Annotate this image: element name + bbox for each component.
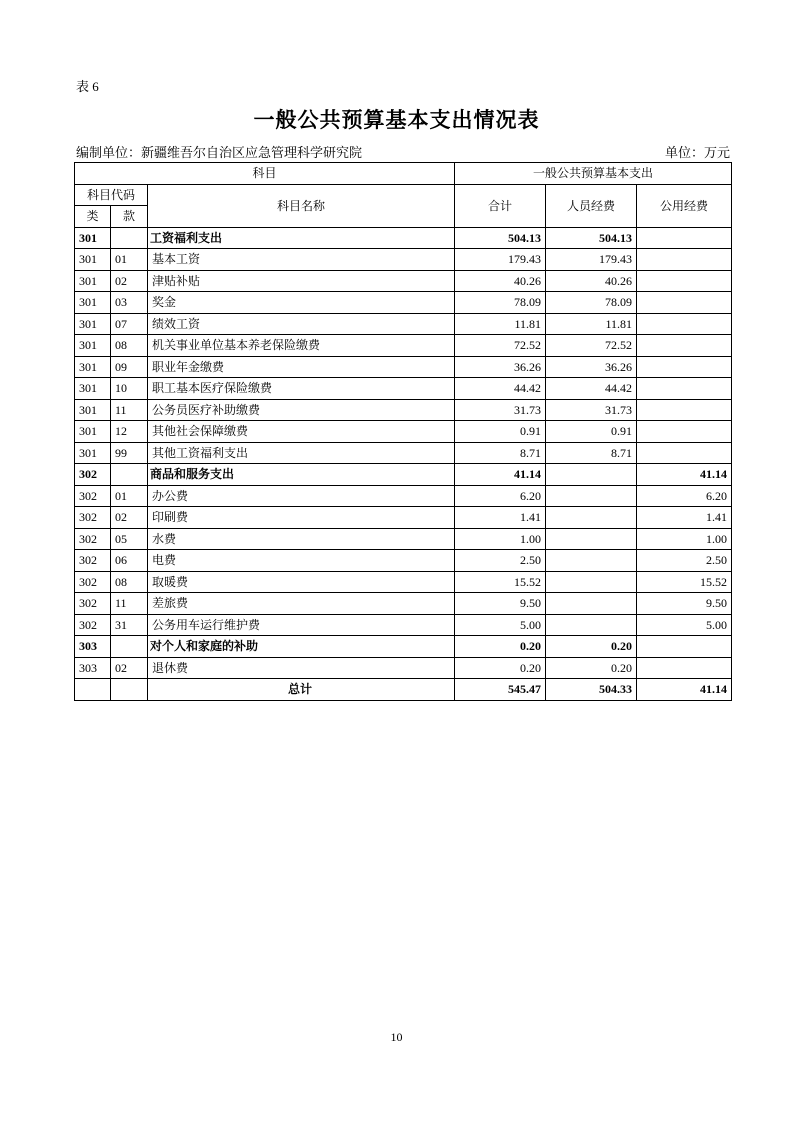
table-row [75,270,732,292]
class-code-cell: 302 [75,571,111,593]
table-row [75,657,732,679]
total-cell: 8.71 [455,442,546,464]
class-code-cell: 301 [75,292,111,314]
total-cell: 72.52 [455,335,546,357]
class-code-cell: 302 [75,464,111,486]
total-class-cell [75,679,111,701]
total-item-cell [111,679,148,701]
page-number: 10 [390,1030,403,1044]
personnel-cell: 40.26 [546,270,637,292]
total-cell: 31.73 [455,399,546,421]
total-label: 总计 [148,679,455,701]
class-code-cell: 302 [75,593,111,615]
item-code-cell [111,464,148,486]
compiling-unit: 编制单位：新疆维吾尔自治区应急管理科学研究院 [76,145,363,160]
public-cell [637,378,732,400]
personnel-cell: 504.13 [546,227,637,249]
public-cell: 1.41 [637,507,732,529]
item-code-cell: 01 [111,485,148,507]
total-cell: 36.26 [455,356,546,378]
public-cell [637,270,732,292]
public-cell [637,313,732,335]
personnel-cell: 0.20 [546,657,637,679]
item-code-cell: 08 [111,335,148,357]
class-code-cell: 302 [75,614,111,636]
header-subject: 科目 [75,163,455,185]
subject-name-cell: 其他工资福利支出 [148,442,455,464]
class-code-cell: 301 [75,399,111,421]
class-code-cell: 303 [75,657,111,679]
class-code-cell: 301 [75,249,111,271]
total-cell: 0.91 [455,421,546,443]
table-row [75,421,732,443]
public-cell [637,657,732,679]
subject-name-cell: 基本工资 [148,249,455,271]
subject-name-cell: 职业年金缴费 [148,356,455,378]
item-code-cell: 09 [111,356,148,378]
item-code-cell: 02 [111,657,148,679]
public-cell: 15.52 [637,571,732,593]
table-number: 表 6 [76,79,99,94]
table-row [75,550,732,572]
item-code-cell: 03 [111,292,148,314]
personnel-cell: 31.73 [546,399,637,421]
class-code-cell: 301 [75,313,111,335]
table-row [75,335,732,357]
item-code-cell: 10 [111,378,148,400]
subject-name-cell: 工资福利支出 [148,227,455,249]
item-code-cell: 07 [111,313,148,335]
class-code-cell: 301 [75,421,111,443]
table-row [75,378,732,400]
personnel-cell: 0.20 [546,636,637,658]
public-cell: 2.50 [637,550,732,572]
table-row [75,249,732,271]
subject-name-cell: 电费 [148,550,455,572]
public-cell [637,292,732,314]
table-row [75,292,732,314]
subject-name-cell: 对个人和家庭的补助 [148,636,455,658]
personnel-cell [546,507,637,529]
header-subject-code: 科目代码 [75,184,148,206]
personnel-cell [546,550,637,572]
table-row [75,442,732,464]
header-item: 款 [111,206,148,228]
subject-name-cell: 退休费 [148,657,455,679]
total-cell: 2.50 [455,550,546,572]
personnel-cell: 179.43 [546,249,637,271]
table-row [75,227,732,249]
public-cell: 41.14 [637,464,732,486]
table-row [75,507,732,529]
personnel-cell [546,464,637,486]
subject-name-cell: 机关事业单位基本养老保险缴费 [148,335,455,357]
total-cell: 6.20 [455,485,546,507]
personnel-cell: 72.52 [546,335,637,357]
item-code-cell: 11 [111,593,148,615]
personnel-cell: 0.91 [546,421,637,443]
public-cell [637,335,732,357]
total-cell: 0.20 [455,657,546,679]
total-cell: 78.09 [455,292,546,314]
item-code-cell: 31 [111,614,148,636]
subject-name-cell: 公务用车运行维护费 [148,614,455,636]
class-code-cell: 303 [75,636,111,658]
header-subject-name: 科目名称 [148,184,455,227]
item-code-cell [111,636,148,658]
total-row [75,679,732,701]
table-row [75,399,732,421]
personnel-cell [546,528,637,550]
total-cell: 41.14 [455,464,546,486]
total-cell: 5.00 [455,614,546,636]
personnel-cell [546,614,637,636]
personnel-cell: 44.42 [546,378,637,400]
personnel-cell [546,571,637,593]
table-row [75,356,732,378]
personnel-cell: 11.81 [546,313,637,335]
table-row [75,485,732,507]
total-cell: 11.81 [455,313,546,335]
table-row [75,464,732,486]
total-cell: 1.41 [455,507,546,529]
public-cell [637,442,732,464]
public-cell: 6.20 [637,485,732,507]
personnel-cell: 36.26 [546,356,637,378]
total-cell: 504.13 [455,227,546,249]
subject-name-cell: 取暖费 [148,571,455,593]
subject-name-cell: 办公费 [148,485,455,507]
public-cell [637,636,732,658]
subject-name-cell: 奖金 [148,292,455,314]
total-cell: 0.20 [455,636,546,658]
header-general-expenditure: 一般公共预算基本支出 [455,163,732,185]
public-cell: 1.00 [637,528,732,550]
total-cell: 1.00 [455,528,546,550]
item-code-cell: 11 [111,399,148,421]
table-row [75,571,732,593]
class-code-cell: 302 [75,550,111,572]
class-code-cell: 301 [75,335,111,357]
total-personnel: 504.33 [546,679,637,701]
public-cell [637,227,732,249]
subject-name-cell: 职工基本医疗保险缴费 [148,378,455,400]
total-cell: 40.26 [455,270,546,292]
table-row [75,593,732,615]
public-cell [637,421,732,443]
currency-unit: 单位：万元 [664,145,730,160]
class-code-cell: 302 [75,485,111,507]
subject-name-cell: 商品和服务支出 [148,464,455,486]
item-code-cell: 08 [111,571,148,593]
personnel-cell [546,485,637,507]
subject-name-cell: 差旅费 [148,593,455,615]
subject-name-cell: 绩效工资 [148,313,455,335]
total-public: 41.14 [637,679,732,701]
item-code-cell: 02 [111,270,148,292]
public-cell [637,399,732,421]
header-class: 类 [75,206,111,228]
class-code-cell: 301 [75,442,111,464]
header-row-1 [75,163,732,185]
item-code-cell [111,227,148,249]
public-cell: 5.00 [637,614,732,636]
total-cell: 44.42 [455,378,546,400]
table-row [75,636,732,658]
subject-name-cell: 印刷费 [148,507,455,529]
subject-name-cell: 水费 [148,528,455,550]
public-cell [637,249,732,271]
header-row-2 [75,184,732,206]
budget-table [74,162,732,701]
class-code-cell: 301 [75,227,111,249]
total-cell: 9.50 [455,593,546,615]
personnel-cell [546,593,637,615]
personnel-cell: 8.71 [546,442,637,464]
header-personnel: 人员经费 [546,184,637,227]
public-cell: 9.50 [637,593,732,615]
subject-name-cell: 津贴补贴 [148,270,455,292]
item-code-cell: 06 [111,550,148,572]
class-code-cell: 301 [75,356,111,378]
item-code-cell: 12 [111,421,148,443]
item-code-cell: 01 [111,249,148,271]
header-total: 合计 [455,184,546,227]
total-cell: 15.52 [455,571,546,593]
item-code-cell: 99 [111,442,148,464]
class-code-cell: 302 [75,507,111,529]
table-body [75,227,732,679]
item-code-cell: 05 [111,528,148,550]
class-code-cell: 301 [75,378,111,400]
header-public: 公用经费 [637,184,732,227]
table-row [75,528,732,550]
subject-name-cell: 其他社会保障缴费 [148,421,455,443]
item-code-cell: 02 [111,507,148,529]
class-code-cell: 302 [75,528,111,550]
public-cell [637,356,732,378]
total-cell: 179.43 [455,249,546,271]
class-code-cell: 301 [75,270,111,292]
table-row [75,313,732,335]
total-amount: 545.47 [455,679,546,701]
subject-name-cell: 公务员医疗补助缴费 [148,399,455,421]
page-title: 一般公共预算基本支出情况表 [253,108,540,132]
table-row [75,614,732,636]
personnel-cell: 78.09 [546,292,637,314]
